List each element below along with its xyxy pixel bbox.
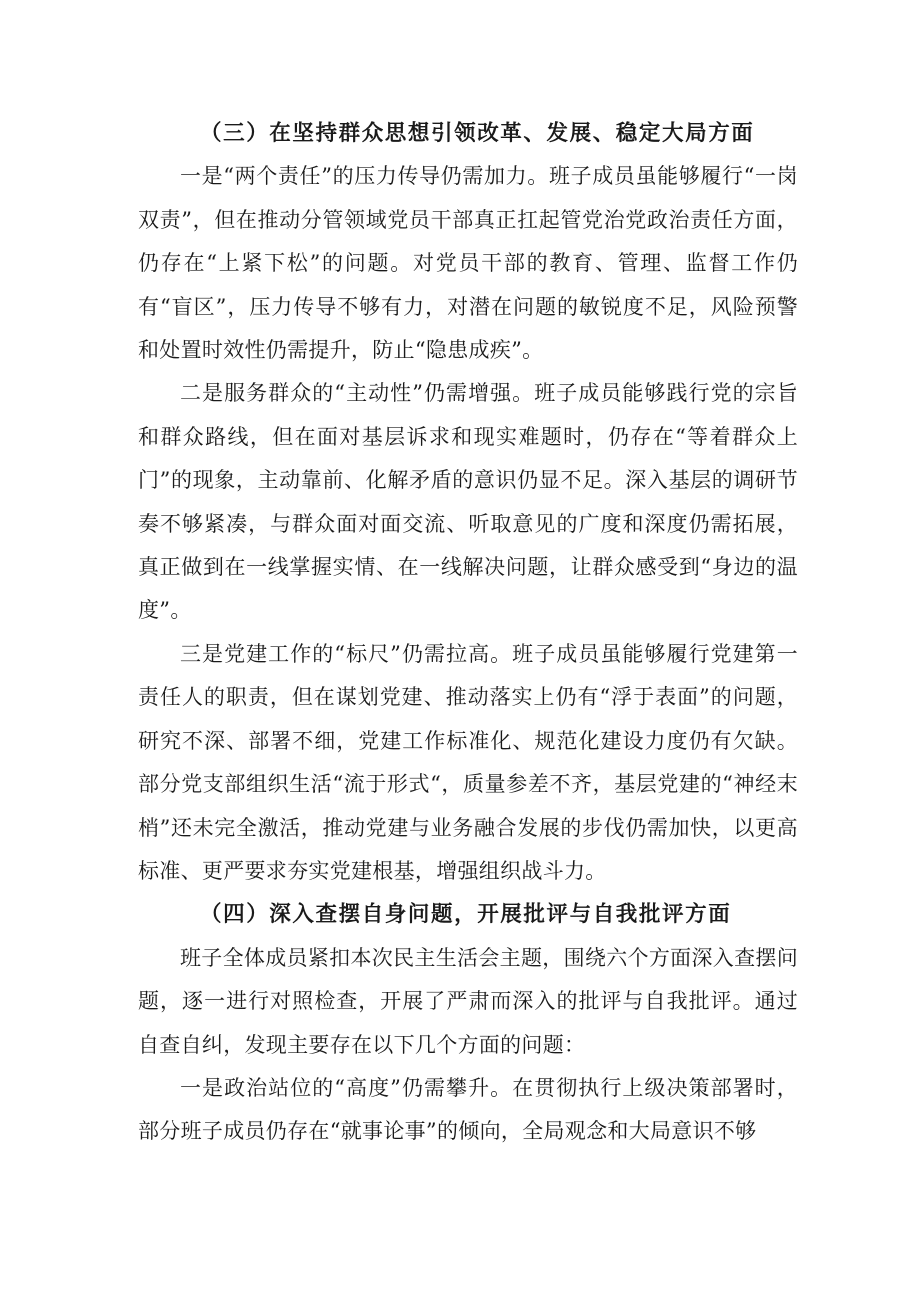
paragraph-responsibility-pressure: 一是“两个责任”的压力传导仍需加力。班子成员虽能够履行“一岗双责”，但在推动分管领域党员干部真正扛起管党治党政治责任方面，仍存在“上紧下松”的问题。对党员干部的教育、管理、监督工作仍有“盲区”，压力传导不够有力，对潜在问题的敏锐度不足，风险预警和处置时效性仍需提升，防止“隐患成疾”。: [138, 164, 798, 363]
section-heading-three: （三）在坚持群众思想引领改革、发展、稳定大局方面: [200, 121, 755, 146]
paragraph-self-criticism: 班子全体成员紧扣本次民主生活会主题，围绕六个方面深入查摆问题，逐一进行对照检查，开展了严肃而深入的批评与自我批评。通过自查自纠，发现主要存在以下几个方面的问题：: [138, 945, 798, 1057]
document-body: [138, 112, 798, 1154]
paragraph-party-building: 三是党建工作的“标尺”仍需拉高。班子成员虽能够履行党建第一责任人的职责，但在谋划党建、推动落实上仍有“浮于表面”的问题，研究不深、部署不细，党建工作标准化、规范化建设力度仍有欠缺。部分党支部组织生活“流于形式“，质量参差不齐，基层党建的“神经末梢”还未完全激活，推动党建与业务融合发展的步伐仍需加快，以更高标准、更严要求夯实党建根基，增强组织战斗力。: [138, 641, 798, 883]
section-heading-four: （四）深入查摆自身问题，开展批评与自我批评方面: [200, 902, 732, 928]
paragraph-political-stance: 一是政治站位的“高度”仍需攀升。在贯彻执行上级决策部署时，部分班子成员仍存在“就事论事”的倾向，全局观念和大局意识不够: [138, 1075, 798, 1144]
paragraph-serving-masses: 二是服务群众的“主动性”仍需增强。班子成员能够践行党的宗旨和群众路线，但在面对基层诉求和现实难题时，仍存在“等着群众上门”的现象，主动靠前、化解矛盾的意识仍显不足。深入基层的调研节奏不够紧凑，与群众面对面交流、听取意见的广度和深度仍需拓展，真正做到在一线掌握实情、在一线解决问题，让群众感受到“身边的温度”。: [138, 381, 798, 623]
